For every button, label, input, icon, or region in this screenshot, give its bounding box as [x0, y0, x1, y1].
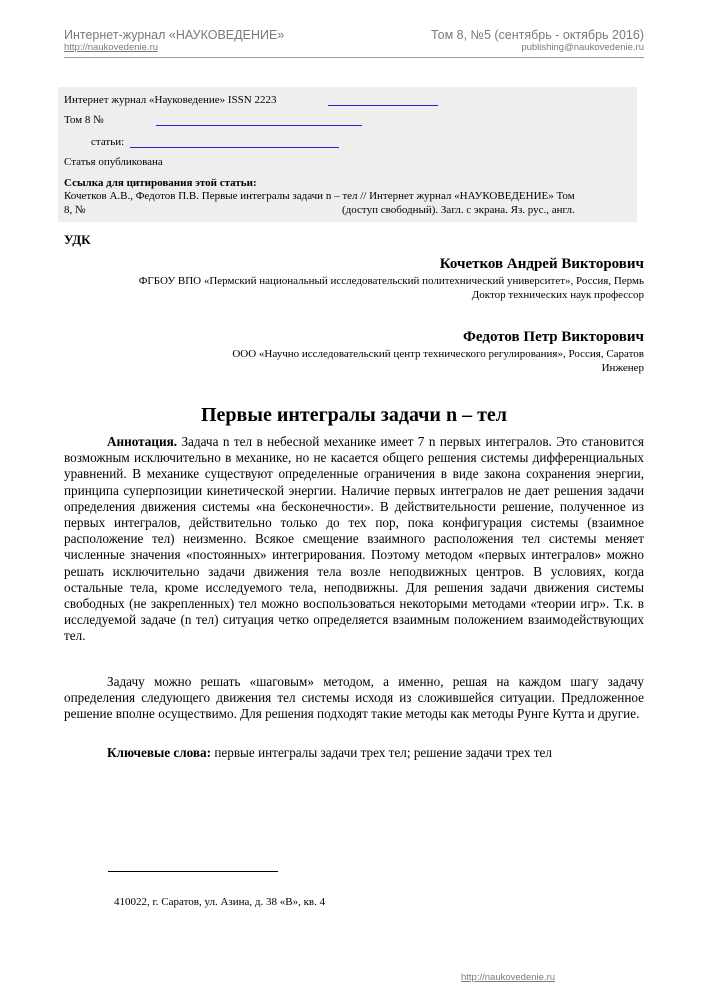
- volume-line: Том 8 №: [64, 114, 104, 126]
- author-2-degree: Инженер: [601, 362, 644, 374]
- abstract-text: Задача n тел в небесной механике имеет 7 n первых интегралов. Это становится возможным исключительно в механике, но не касается общего решения системы дифференциальных уравнений. В механике существуют определенные ограничения в виде закона сохранения энергии, принципа суперпозиции кинетической энергии. Наличие первых интегралов не дает решения задачи определения движения системы «на бесконечности». В действительности решение, полученное из первых интегралов, действительно только до тех пор, пока конфигурация системы (взаимное расположение тел) неизменно. Всякое смещение взаимного расположения тел системы меняет численные значения «постоянных» интегрирования. Поэтому методом «первых интегралов» можно решать исключительно задачи движения тела возле неподвижных центров. В условиях, когда остальные тела, кроме исследуемого тела, неподвижны. Для решения задачи движения системы свободных (не закрепленных) тел можно воспользоваться некоторыми методами «теории игр». Т.к. в исследуемой задаче (n тел) ситуация четко определяется взаимным положением взаимодействующих тел.: [64, 434, 644, 644]
- article-line: статьи:: [91, 136, 125, 148]
- keywords-paragraph: [64, 745, 644, 761]
- keywords-text: первые интегралы задачи трех тел; решение задачи трех тел: [211, 745, 552, 760]
- issn-blank: [328, 105, 438, 106]
- abstract-paragraph: [64, 434, 644, 645]
- journal-url-link[interactable]: http://naukovedenie.ru: [64, 42, 159, 53]
- citation-line-2b: (доступ свободный). Загл. с экрана. Яз. рус., англ.: [342, 204, 575, 216]
- header-divider: [64, 57, 644, 58]
- author-2-affiliation: ООО «Научно исследовательский центр технического регулирования», Россия, Саратов: [232, 348, 644, 360]
- author-1-name: Кочетков Андрей Викторович: [439, 256, 644, 272]
- article-blank: [130, 147, 339, 148]
- keywords-label: Ключевые слова:: [107, 745, 212, 760]
- citation-label: Ссылка для цитирования этой статьи:: [64, 177, 257, 189]
- author-2-name: Федотов Петр Викторович: [463, 329, 644, 345]
- footnote-divider: [108, 871, 278, 872]
- publisher-email[interactable]: publishing@naukovedenie.ru: [521, 42, 644, 53]
- author-1-degree: Доктор технических наук профессор: [471, 289, 644, 301]
- issn-line: Интернет журнал «Науковедение» ISSN 2223: [64, 94, 277, 106]
- citation-line-1: Кочетков А.В., Федотов П.В. Первые интегралы задачи n – тел // Интернет журнал «НАУКОВЕДЕНИЕ» Том: [64, 190, 575, 202]
- abstract-paragraph-2: Задачу можно решать «шаговым» методом, а именно, решая на каждом шагу задачу определения следующего движения тел системы исходя из сложившейся ситуации. Предложенное решение вполне осуществимо. Для решения подходят такие методы как методы Рунге Кутта и другие.: [64, 674, 644, 722]
- footnote-address: 410022, г. Саратов, ул. Азина, д. 38 «В», кв. 4: [114, 896, 326, 908]
- volume-info: Том 8, №5 (сентябрь - октябрь 2016): [430, 28, 644, 42]
- citation-line-2a: 8, №: [64, 204, 86, 216]
- abstract-label: Аннотация.: [107, 434, 178, 449]
- journal-name: Интернет-журнал «НАУКОВЕДЕНИЕ»: [64, 28, 285, 42]
- citation-info-box: [58, 87, 637, 222]
- volume-blank: [156, 125, 362, 126]
- published-line: Статья опубликована: [64, 156, 163, 168]
- footer-url-link[interactable]: http://naukovedenie.ru: [461, 972, 556, 983]
- article-title: Первые интегралы задачи n – тел: [200, 404, 507, 426]
- author-1-affiliation: ФГБОУ ВПО «Пермский национальный исследовательский политехнический университет», Россия, Пермь: [138, 275, 644, 287]
- udk-label: УДК: [64, 232, 91, 247]
